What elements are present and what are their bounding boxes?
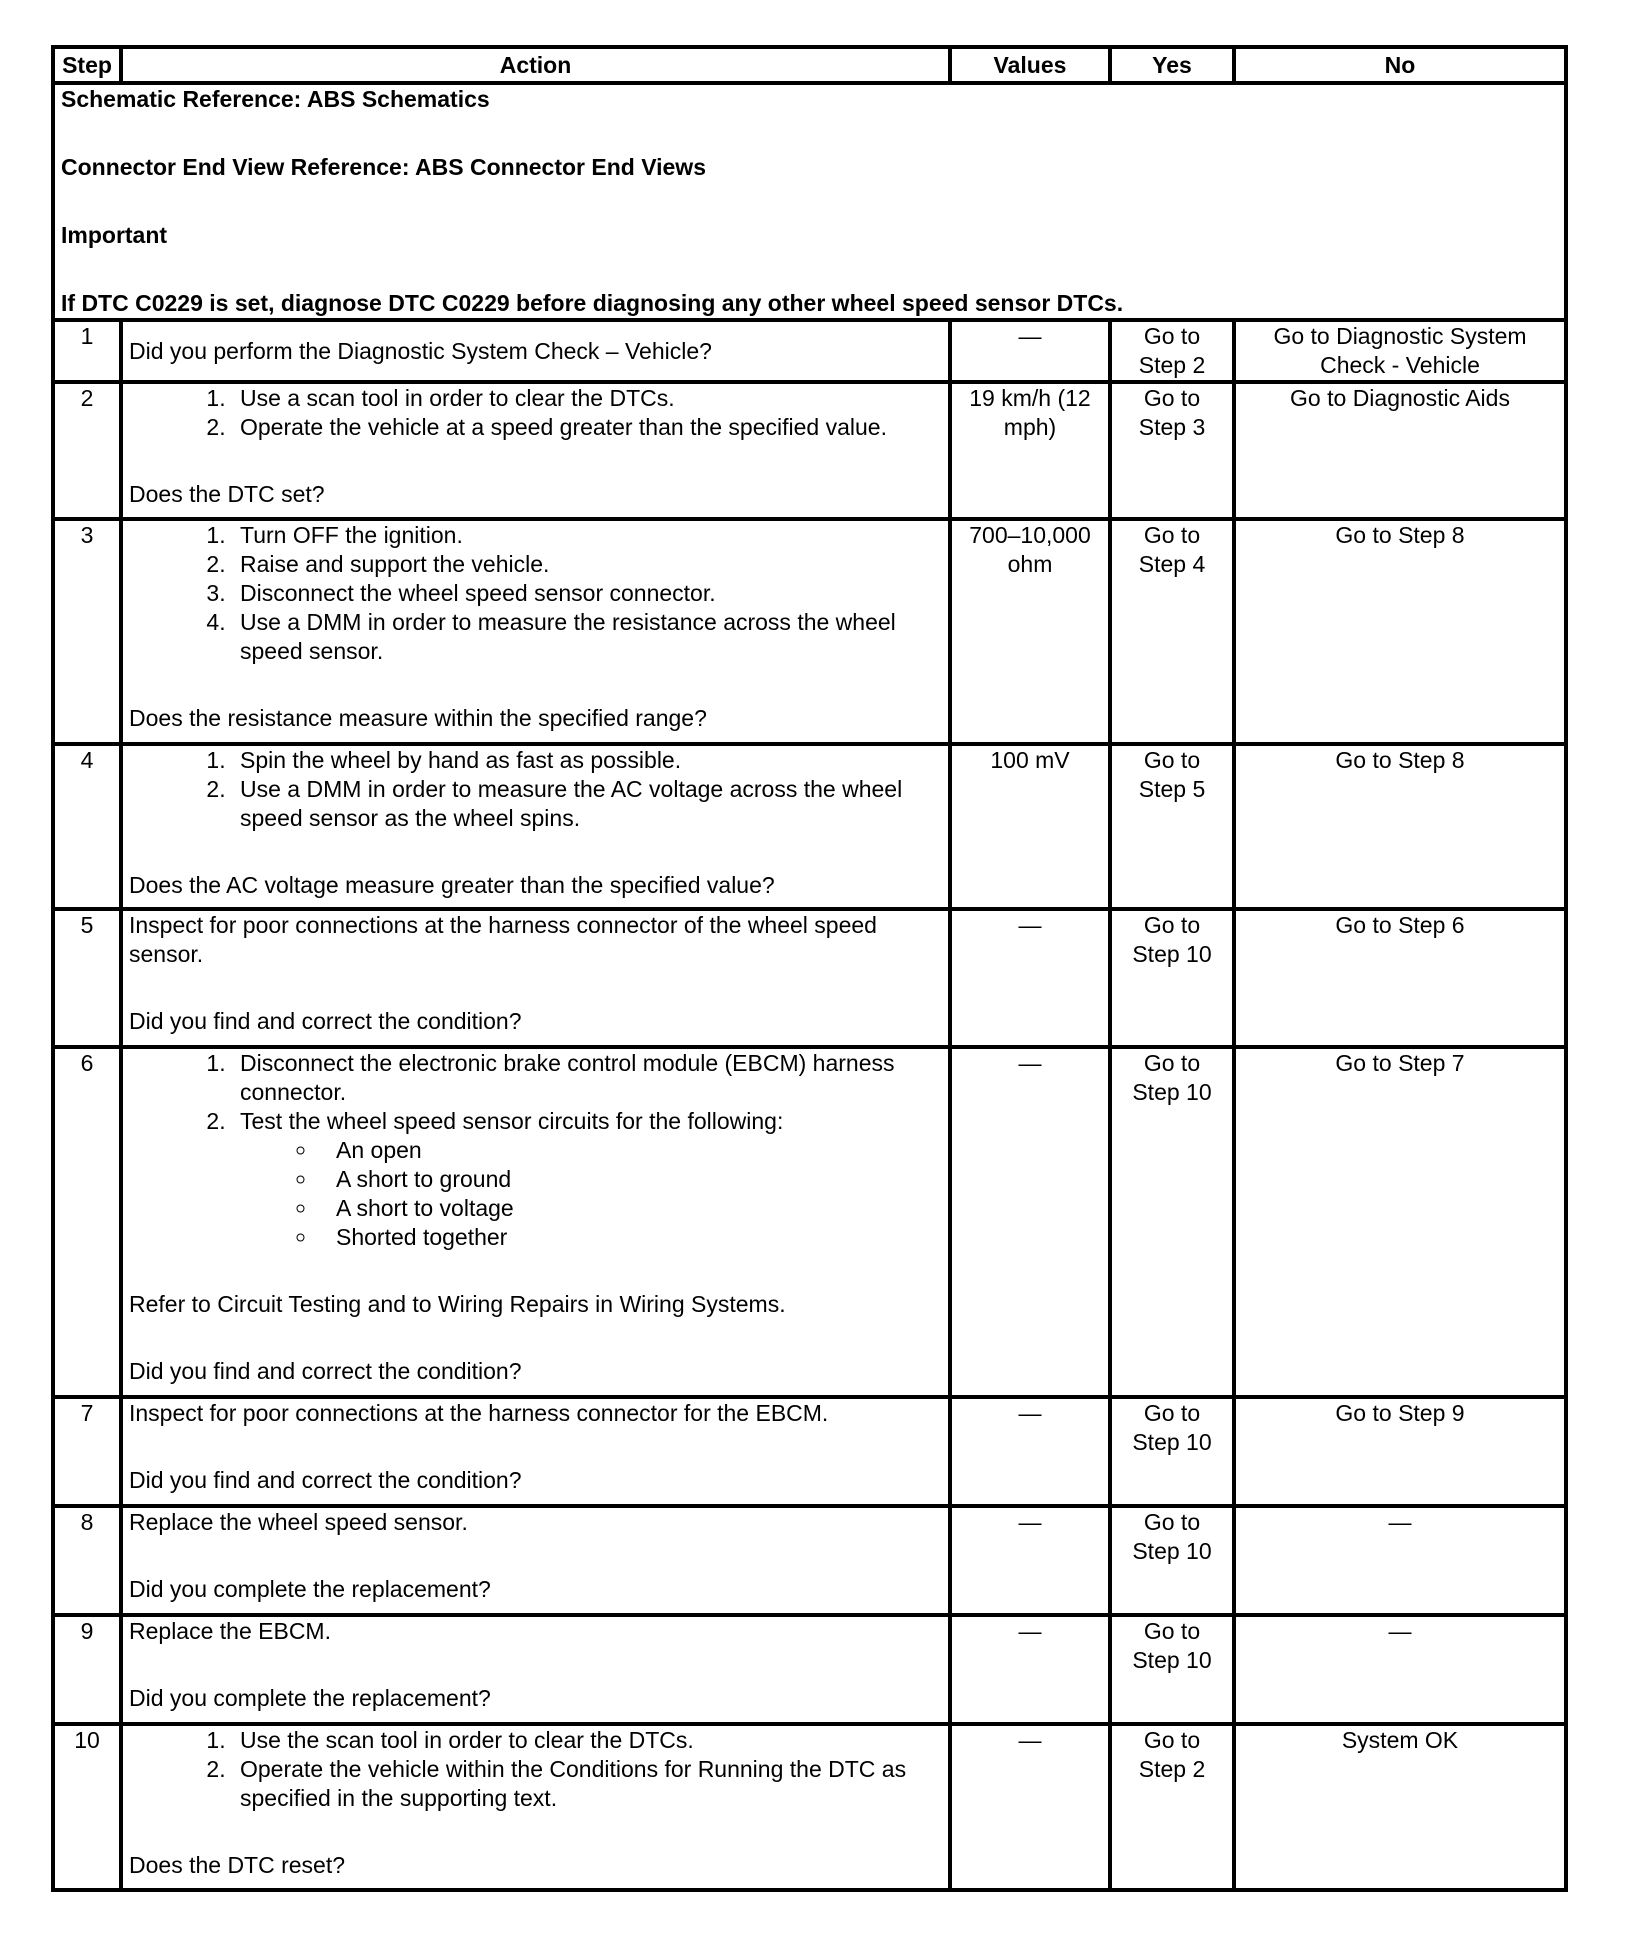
step-question: Did you find and correct the condition?: [129, 1008, 522, 1034]
step-action: [121, 1047, 950, 1397]
sub-list: [240, 1136, 942, 1252]
diagnostic-table: [51, 45, 1568, 1892]
step-number: 3: [53, 519, 121, 744]
list-item: 1. Turn OFF the ignition.: [232, 521, 942, 550]
step-action: [121, 519, 950, 744]
step-question: Did you perform the Diagnostic System Check – Vehicle?: [129, 337, 712, 364]
step-number: 7: [53, 1397, 121, 1506]
step-yes: Go to Step 4: [1110, 519, 1234, 744]
table-row: [53, 1615, 1566, 1724]
step-yes: Go to Step 10: [1110, 1397, 1234, 1506]
step-yes: Go to Step 10: [1110, 909, 1234, 1047]
connector-reference: Connector End View Reference: ABS Connector End Views: [61, 154, 706, 180]
step-list: [129, 384, 942, 442]
table-row: [53, 382, 1566, 519]
step-value: —: [950, 1047, 1110, 1397]
header-step: Step: [53, 47, 121, 83]
sub-list-item: ◦ A short to ground: [318, 1165, 942, 1194]
table-row: [53, 909, 1566, 1047]
step-number: 8: [53, 1506, 121, 1615]
step-action: [121, 382, 950, 519]
step-value: —: [950, 1615, 1110, 1724]
step-list: [129, 1726, 942, 1813]
step-question: Does the DTC set?: [129, 481, 325, 507]
step-yes: Go to Step 2: [1110, 1724, 1234, 1890]
step-action: [121, 1506, 950, 1615]
list-item: 4. Use a DMM in order to measure the resistance across the wheel speed sensor.: [232, 608, 942, 666]
step-no: Go to Step 9: [1234, 1397, 1566, 1506]
table-row: [53, 320, 1566, 382]
step-number: 10: [53, 1724, 121, 1890]
header-yes: Yes: [1110, 47, 1234, 83]
reference-row: [53, 83, 1566, 320]
step-action: [121, 744, 950, 909]
list-item-text: Test the wheel speed sensor circuits for the following:: [240, 1108, 784, 1134]
step-number: 4: [53, 744, 121, 909]
step-question: Did you find and correct the condition?: [129, 1358, 522, 1384]
step-no: —: [1234, 1506, 1566, 1615]
header-no: No: [1234, 47, 1566, 83]
list-item: [232, 1107, 942, 1252]
list-item: 2. Use a DMM in order to measure the AC voltage across the wheel speed sensor as the wheel spins.: [232, 775, 942, 833]
step-reference-text: Refer to Circuit Testing and to Wiring Repairs in Wiring Systems.: [129, 1291, 786, 1317]
table-row: [53, 1724, 1566, 1890]
step-list: [129, 521, 942, 666]
sub-list-item: ◦ Shorted together: [318, 1223, 942, 1252]
step-question: Did you complete the replacement?: [129, 1685, 491, 1711]
step-no: System OK: [1234, 1724, 1566, 1890]
schematic-reference: Schematic Reference: ABS Schematics: [61, 86, 490, 112]
step-list: [129, 1049, 942, 1252]
step-number: 2: [53, 382, 121, 519]
step-question: Did you complete the replacement?: [129, 1576, 491, 1602]
list-item: 1. Disconnect the electronic brake control module (EBCM) harness connector.: [232, 1049, 942, 1107]
step-number: 6: [53, 1047, 121, 1397]
step-yes: Go to Step 5: [1110, 744, 1234, 909]
step-value: —: [950, 1506, 1110, 1615]
list-item: 2. Raise and support the vehicle.: [232, 550, 942, 579]
step-action: [121, 1397, 950, 1506]
step-action: [121, 1615, 950, 1724]
step-no: Go to Step 8: [1234, 519, 1566, 744]
step-value: 700–10,000 ohm: [950, 519, 1110, 744]
sub-list-item: ◦ A short to voltage: [318, 1194, 942, 1223]
header-values: Values: [950, 47, 1110, 83]
step-instruction: Replace the EBCM.: [129, 1618, 331, 1644]
step-yes: Go to Step 10: [1110, 1047, 1234, 1397]
step-no: Go to Step 7: [1234, 1047, 1566, 1397]
step-question: Does the DTC reset?: [129, 1852, 346, 1878]
step-no: Go to Diagnostic System Check - Vehicle: [1234, 320, 1566, 382]
step-value: —: [950, 1724, 1110, 1890]
list-item: 3. Disconnect the wheel speed sensor connector.: [232, 579, 942, 608]
step-number: 5: [53, 909, 121, 1047]
important-label: Important: [61, 222, 168, 248]
step-action: [121, 320, 950, 382]
step-instruction: Inspect for poor connections at the harness connector for the EBCM.: [129, 1400, 829, 1426]
step-value: —: [950, 320, 1110, 382]
step-value: 19 km/h (12 mph): [950, 382, 1110, 519]
step-question: Does the resistance measure within the specified range?: [129, 705, 707, 731]
table-row: [53, 1397, 1566, 1506]
step-value: —: [950, 909, 1110, 1047]
sub-list-item: ◦ An open: [318, 1136, 942, 1165]
step-yes: Go to Step 10: [1110, 1615, 1234, 1724]
step-yes: Go to Step 3: [1110, 382, 1234, 519]
step-yes: Go to Step 10: [1110, 1506, 1234, 1615]
list-item: 1. Use a scan tool in order to clear the DTCs.: [232, 384, 942, 413]
step-question: Did you find and correct the condition?: [129, 1467, 522, 1493]
list-item: 2. Operate the vehicle within the Conditions for Running the DTC as specified in the supporting text.: [232, 1755, 942, 1813]
step-question: Does the AC voltage measure greater than the specified value?: [129, 872, 775, 898]
step-instruction: Replace the wheel speed sensor.: [129, 1509, 468, 1535]
table-row: [53, 1047, 1566, 1397]
header-action: Action: [121, 47, 950, 83]
step-instruction: Inspect for poor connections at the harness connector of the wheel speed sensor.: [129, 912, 877, 967]
reference-cell: [53, 83, 1566, 320]
step-yes: Go to Step 2: [1110, 320, 1234, 382]
step-no: Go to Step 8: [1234, 744, 1566, 909]
header-row: [53, 47, 1566, 83]
table-row: [53, 744, 1566, 909]
step-action: [121, 1724, 950, 1890]
list-item: 2. Operate the vehicle at a speed greater than the specified value.: [232, 413, 942, 442]
step-no: —: [1234, 1615, 1566, 1724]
step-number: 1: [53, 320, 121, 382]
step-no: Go to Diagnostic Aids: [1234, 382, 1566, 519]
list-item: 1. Use the scan tool in order to clear the DTCs.: [232, 1726, 942, 1755]
step-value: 100 mV: [950, 744, 1110, 909]
step-no: Go to Step 6: [1234, 909, 1566, 1047]
step-action: [121, 909, 950, 1047]
table-row: [53, 519, 1566, 744]
list-item: 1. Spin the wheel by hand as fast as possible.: [232, 746, 942, 775]
table-row: [53, 1506, 1566, 1615]
step-number: 9: [53, 1615, 121, 1724]
step-list: [129, 746, 942, 833]
important-note: If DTC C0229 is set, diagnose DTC C0229 before diagnosing any other wheel speed sensor DTCs.: [61, 290, 1124, 316]
step-value: —: [950, 1397, 1110, 1506]
